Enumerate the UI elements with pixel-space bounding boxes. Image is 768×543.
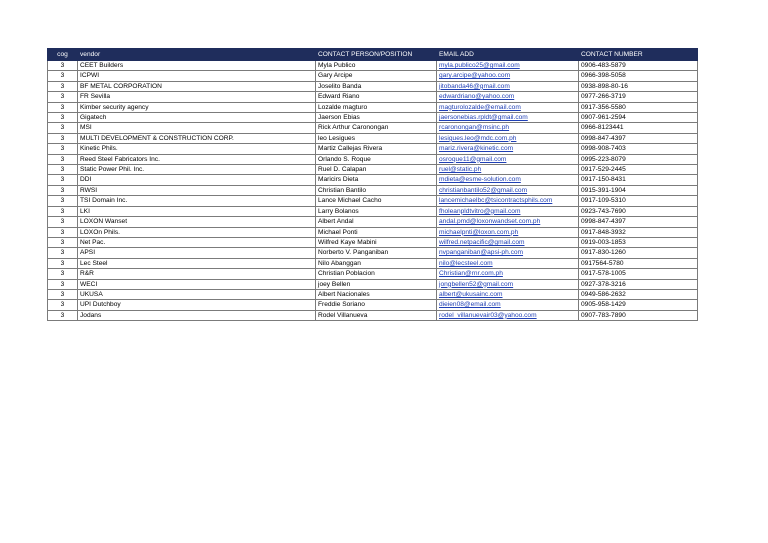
cell-vendor[interactable]: TSI Domain Inc. [78,196,316,206]
cell-vendor[interactable]: APSI [78,248,316,258]
cell-contact-person[interactable]: Norberto V. Panganiban [316,248,437,258]
cell-vendor[interactable]: UKUSA [78,289,316,299]
table-row [48,217,698,227]
table-row [48,258,698,268]
cell-email-link[interactable]: mdieta@esme-solution.com [437,175,579,185]
table-row [48,81,698,91]
cell-email-link[interactable]: edwardriano@yahoo.com [437,92,579,102]
cell-email-link[interactable]: osroque11@gmail.com [437,154,579,164]
cell-email-link[interactable]: nilo@lecsteel.com [437,258,579,268]
cell-email-link[interactable]: gary.arcipe@yahoo.com [437,71,579,81]
cell-email-link[interactable]: ruel@static.ph [437,165,579,175]
cell-email-link[interactable]: mariz.rivera@kinetic.com [437,144,579,154]
cell-email-link[interactable]: lancemichaelbc@tsicontractsphils.com [437,196,579,206]
cell-cog[interactable]: 3 [48,61,78,71]
cell-email-link[interactable]: magturolozalde@email.com [437,102,579,112]
table-row [48,102,698,112]
cell-contact-person[interactable]: Rodel Villanueva [316,310,437,320]
cell-contact-number[interactable]: 0917-529-2445 [579,165,698,175]
cell-contact-person[interactable]: Ruel D. Calapan [316,165,437,175]
table-row [48,310,698,320]
cell-cog[interactable]: 3 [48,165,78,175]
table-row [48,269,698,279]
cell-cog[interactable]: 3 [48,144,78,154]
cell-email-link[interactable]: fholeanpldtvitro@gmail.com [437,206,579,216]
cell-contact-number[interactable]: 0917564-5780 [579,258,698,268]
cell-cog[interactable]: 3 [48,133,78,143]
cell-vendor[interactable]: LOXON Wanset [78,217,316,227]
table-row [48,185,698,195]
cell-cog[interactable]: 3 [48,248,78,258]
table-row [48,144,698,154]
cell-contact-person[interactable]: Martiz Callejas Rivera [316,144,437,154]
cell-contact-number[interactable]: 0998-908-7403 [579,144,698,154]
cell-vendor[interactable]: Static Power Phil. Inc. [78,165,316,175]
cell-email-link[interactable]: albert@ukusainc.com [437,289,579,299]
cell-cog[interactable]: 3 [48,258,78,268]
cell-email-link[interactable]: rcaronongan@msinc.ph [437,123,579,133]
cell-vendor[interactable]: LKI [78,206,316,216]
cell-email-link[interactable]: rodel_villanuevair03@yahoo.com [437,310,579,320]
cell-vendor[interactable]: Kimber security agency [78,102,316,112]
cell-cog[interactable]: 3 [48,154,78,164]
cell-contact-number[interactable]: 0905-958-1429 [579,300,698,310]
cell-contact-number[interactable]: 0949-586-2632 [579,289,698,299]
cell-contact-person[interactable]: Wilfred Kaye Mabini [316,237,437,247]
cell-contact-person[interactable]: Christian Bantilo [316,185,437,195]
column-header-contact-number[interactable]: CONTACT NUMBER [579,49,698,61]
cell-email-link[interactable]: dieien08@email.com [437,300,579,310]
table-row [48,61,698,71]
cell-contact-number[interactable]: 0927-378-3216 [579,279,698,289]
cell-cog[interactable]: 3 [48,196,78,206]
cell-cog[interactable]: 3 [48,279,78,289]
cell-cog[interactable]: 3 [48,227,78,237]
cell-contact-person[interactable]: Orlando S. Roque [316,154,437,164]
cell-vendor[interactable]: MULTI DEVELOPMENT & CONSTRUCTION CORP. [78,133,316,143]
cell-cog[interactable]: 3 [48,310,78,320]
cell-cog[interactable]: 3 [48,185,78,195]
cell-contact-person[interactable]: Christian Poblacion [316,269,437,279]
cell-vendor[interactable]: R&R [78,269,316,279]
cell-email-link[interactable]: christianbantilo52@gmail.com [437,185,579,195]
cell-vendor[interactable]: DDI [78,175,316,185]
cell-vendor[interactable]: CEET Builders [78,61,316,71]
cell-contact-number[interactable]: 0915-391-1904 [579,185,698,195]
table-row [48,300,698,310]
cell-email-link[interactable]: wilfred.netpacific@gmail.com [437,237,579,247]
table-row [48,92,698,102]
cell-vendor[interactable]: Net Pac. [78,237,316,247]
cell-contact-number[interactable]: 0917-830-1260 [579,248,698,258]
table-row [48,289,698,299]
table-row [48,196,698,206]
cell-contact-number[interactable]: 0917-150-8431 [579,175,698,185]
cell-contact-person[interactable]: Edward Riano [316,92,437,102]
cell-cog[interactable]: 3 [48,300,78,310]
table-row [48,175,698,185]
cell-vendor[interactable]: MSI [78,123,316,133]
cell-cog[interactable]: 3 [48,113,78,123]
cell-contact-number[interactable]: 0998-847-4397 [579,133,698,143]
cell-email-link[interactable]: jaersonebias.rpldt@gmail.com [437,113,579,123]
table-row [48,71,698,81]
cell-vendor[interactable]: FR Sevilla [78,92,316,102]
cell-vendor[interactable]: WECI [78,279,316,289]
cell-email-link[interactable]: jongbellen52@gmail.com [437,279,579,289]
cell-cog[interactable]: 3 [48,175,78,185]
cell-contact-person[interactable]: Larry Bolanos [316,206,437,216]
column-header-email[interactable]: EMAIL ADD [437,49,579,61]
table-row [48,279,698,289]
cell-contact-person[interactable]: Albert Nacionales [316,289,437,299]
cell-contact-number[interactable]: 0917-578-1005 [579,269,698,279]
header-row [48,49,698,61]
cell-contact-number[interactable]: 0966-8123441 [579,123,698,133]
cell-contact-number[interactable]: 0998-847-4397 [579,217,698,227]
cell-cog[interactable]: 3 [48,217,78,227]
table-row [48,206,698,216]
cell-email-link[interactable]: myla.publico25@gmail.com [437,61,579,71]
cell-contact-number[interactable]: 0977-266-3719 [579,92,698,102]
cell-email-link[interactable]: nvpanganiban@apsi-ph.com [437,248,579,258]
column-header-vendor[interactable]: vendor [78,49,316,61]
cell-contact-person[interactable]: Freddie Soriano [316,300,437,310]
cell-contact-person[interactable]: Albert Andal [316,217,437,227]
cell-contact-number[interactable]: 0917-109-5310 [579,196,698,206]
cell-cog[interactable]: 3 [48,206,78,216]
column-header-contact-person[interactable]: CONTACT PERSON/POSITION [316,49,437,61]
cell-vendor[interactable]: Lec Steel [78,258,316,268]
cell-cog[interactable]: 3 [48,71,78,81]
cell-contact-person[interactable]: Lance Michael Cacho [316,196,437,206]
cell-vendor[interactable]: Kinetic Phils. [78,144,316,154]
cell-contact-number[interactable]: 0917-356-5580 [579,102,698,112]
table-row [48,133,698,143]
table-row [48,123,698,133]
cell-cog[interactable]: 3 [48,123,78,133]
cell-contact-number[interactable]: 0966-398-5058 [579,71,698,81]
cell-contact-person[interactable]: Michael Ponti [316,227,437,237]
column-header-cog[interactable]: cog [48,49,78,61]
cell-vendor[interactable]: BF METAL CORPORATION [78,81,316,91]
table-body [48,61,698,321]
table-row [48,227,698,237]
cell-vendor[interactable]: ICPWI [78,71,316,81]
cell-contact-person[interactable]: joey Bellen [316,279,437,289]
cell-email-link[interactable]: Christian@rnr.com.ph [437,269,579,279]
cell-contact-number[interactable]: 0906-483-5879 [579,61,698,71]
cell-vendor[interactable]: Gigatech [78,113,316,123]
cell-contact-number[interactable]: 0907-783-7890 [579,310,698,320]
cell-email-link[interactable]: jitobanda46@gmail.com [437,81,579,91]
cell-email-link[interactable]: lesigues.leo@mdc.com.ph [437,133,579,143]
cell-contact-person[interactable]: Nilo Abanggan [316,258,437,268]
cell-contact-number[interactable]: 0938-898-80-16 [579,81,698,91]
cell-vendor[interactable]: Reed Steel Fabricators Inc. [78,154,316,164]
cell-contact-person[interactable]: Lozalde magturo [316,102,437,112]
vendor-contacts-table [47,48,698,321]
cell-contact-person[interactable]: leo Lesigues [316,133,437,143]
cell-cog[interactable]: 3 [48,102,78,112]
cell-cog[interactable]: 3 [48,289,78,299]
cell-contact-person[interactable]: Gary Arcipe [316,71,437,81]
cell-contact-person[interactable]: Myla Publico [316,61,437,71]
cell-cog[interactable]: 3 [48,269,78,279]
cell-contact-number[interactable]: 0919-003-1853 [579,237,698,247]
cell-contact-number[interactable]: 0907-961-2594 [579,113,698,123]
cell-contact-person[interactable]: Maricirs Dieta [316,175,437,185]
cell-contact-person[interactable]: Jaerson Ebias [316,113,437,123]
cell-cog[interactable]: 3 [48,81,78,91]
cell-vendor[interactable]: LOXOn Phils. [78,227,316,237]
cell-vendor[interactable]: RWSI [78,185,316,195]
cell-email-link[interactable]: michaelpnti@loxon.com.ph [437,227,579,237]
cell-vendor[interactable]: UPI Dutchboy [78,300,316,310]
table-row [48,113,698,123]
cell-contact-number[interactable]: 0917-848-3932 [579,227,698,237]
cell-contact-person[interactable]: Rick Arthur Caronongan [316,123,437,133]
cell-contact-number[interactable]: 0923-743-7690 [579,206,698,216]
table-row [48,248,698,258]
table-row [48,237,698,247]
table-row [48,165,698,175]
cell-email-link[interactable]: andal.pmd@loxonwandset.com.ph [437,217,579,227]
cell-cog[interactable]: 3 [48,237,78,247]
table-row [48,154,698,164]
cell-contact-number[interactable]: 0995-223-8079 [579,154,698,164]
cell-cog[interactable]: 3 [48,92,78,102]
cell-contact-person[interactable]: Joselito Banda [316,81,437,91]
cell-vendor[interactable]: Jodans [78,310,316,320]
